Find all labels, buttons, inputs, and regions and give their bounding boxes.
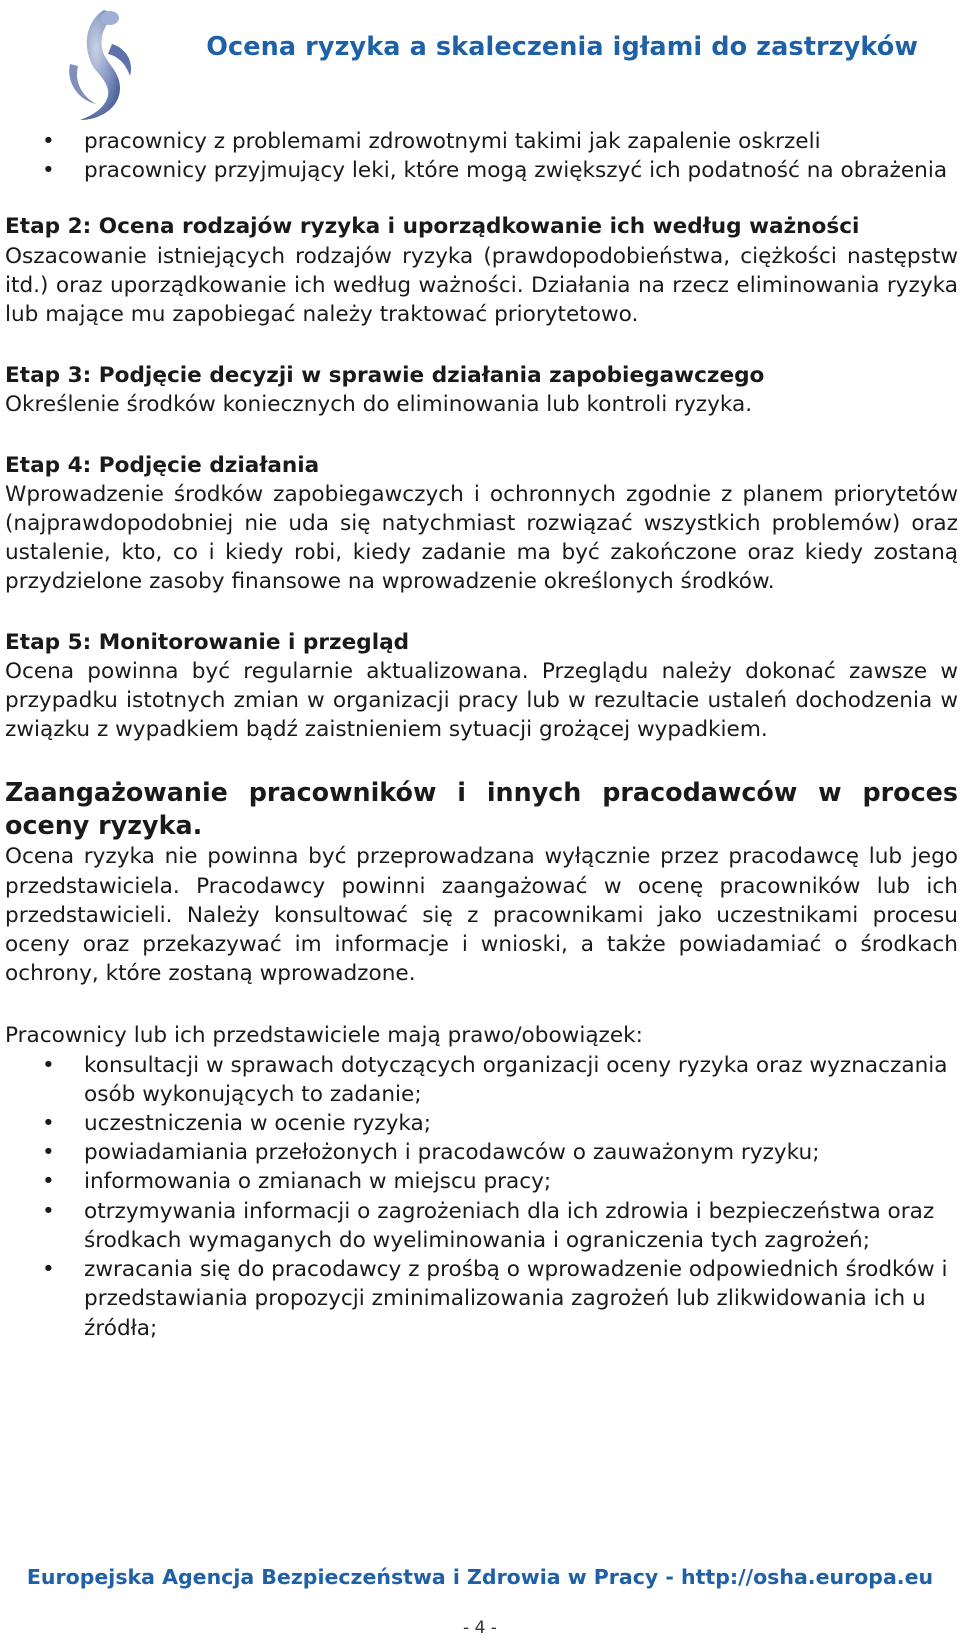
stage-5-body: Ocena powinna być regularnie aktualizowana. Przeglądu należy dokonać zawsze w przypadku istotnych zmian w organizacji pracy lub w rezultacie ustaleń dochodzenia w związku z wypadkiem bądź zaistnieniem sytuacji grożącej wypadkiem. — [5, 658, 958, 743]
list-item: • informowania o zmianach w miejscu pracy; — [5, 1167, 958, 1196]
stage-2-body: Oszacowanie istniejących rodzajów ryzyka (prawdopodobieństwa, ciężkości następstw itd.) oraz uporządkowanie ich według ważności. Działania na rzecz eliminowania ryzyka lub mające mu zapobiegać należy traktować priorytetowo. — [5, 243, 958, 328]
rights-intro: Pracownicy lub ich przedstawiciele mają prawo/obowiązek: — [5, 1023, 643, 1049]
list-item: • powiadamiania przełożonych i pracodawców o zauważonym ryzyku; — [5, 1138, 958, 1167]
document-body — [5, 127, 958, 1343]
section-body: Ocena ryzyka nie powinna być przeprowadzana wyłącznie przez pracodawcę lub jego przedstawiciela. Pracodawcy powinni zaangażować w ocenę pracowników lub ich przedstawicieli. Należy konsultować się z pracownikami jako uczestnikami procesu oceny oraz przekazywać im informacje i wnioski, a także powiadamiać o środkach ochrony, które zostaną wprowadzone. — [5, 844, 958, 987]
stage-2-heading: Etap 2: Ocena rodzajów ryzyka i uporządkowanie ich według ważności — [5, 214, 860, 240]
stage-4-heading: Etap 4: Podjęcie działania — [5, 452, 320, 478]
intro-bullet-list — [5, 127, 958, 185]
document-header-title: Ocena ryzyka a skaleczenia igłami do zastrzyków — [206, 32, 918, 62]
list-item: • uczestniczenia w ocenie ryzyka; — [5, 1109, 958, 1138]
agency-logo-icon — [60, 4, 142, 124]
list-item: • otrzymywania informacji o zagrożeniach dla ich zdrowia i bezpieczeństwa oraz środkach wymaganych do wyeliminowania i ograniczenia tych zagrożeń; — [5, 1197, 958, 1255]
section-heading: Zaangażowanie pracowników i innych pracodawców w proces oceny ryzyka. — [5, 777, 958, 841]
list-item: • zwracania się do pracodawcy z prośbą o wprowadzenie odpowiednich środków i przedstawiania propozycji zminimalizowania zagrożeń lub zlikwidowania ich u źródła; — [5, 1255, 958, 1343]
stage-4-body: Wprowadzenie środków zapobiegawczych i ochronnych zgodnie z planem priorytetów (najprawdopodobniej nie uda się natychmiast rozwiązać wszystkich problemów) oraz ustalenie, kto, co i kiedy robi, kiedy zadanie ma być zakończone oraz kiedy zostaną przydzielone zasoby finansowe na wprowadzenie określonych środków. — [5, 481, 958, 595]
rights-bullet-list — [5, 1051, 958, 1343]
page-number: - 4 - — [463, 1618, 497, 1638]
stage-3-heading: Etap 3: Podjęcie decyzji w sprawie działania zapobiegawczego — [5, 363, 765, 389]
stage-5-heading: Etap 5: Monitorowanie i przegląd — [5, 629, 410, 655]
footer-agency-text: Europejska Agencja Bezpieczeństwa i Zdrowia w Pracy - http://osha.europa.eu — [26, 1565, 934, 1589]
list-item: • pracownicy przyjmujący leki, które mogą zwiększyć ich podatność na obrażenia — [5, 156, 958, 185]
stage-3-body: Określenie środków koniecznych do eliminowania lub kontroli ryzyka. — [5, 392, 753, 418]
list-item: • pracownicy z problemami zdrowotnymi takimi jak zapalenie oskrzeli — [5, 127, 958, 156]
list-item: • konsultacji w sprawach dotyczących organizacji oceny ryzyka oraz wyznaczania osób wykonujących to zadanie; — [5, 1051, 958, 1109]
